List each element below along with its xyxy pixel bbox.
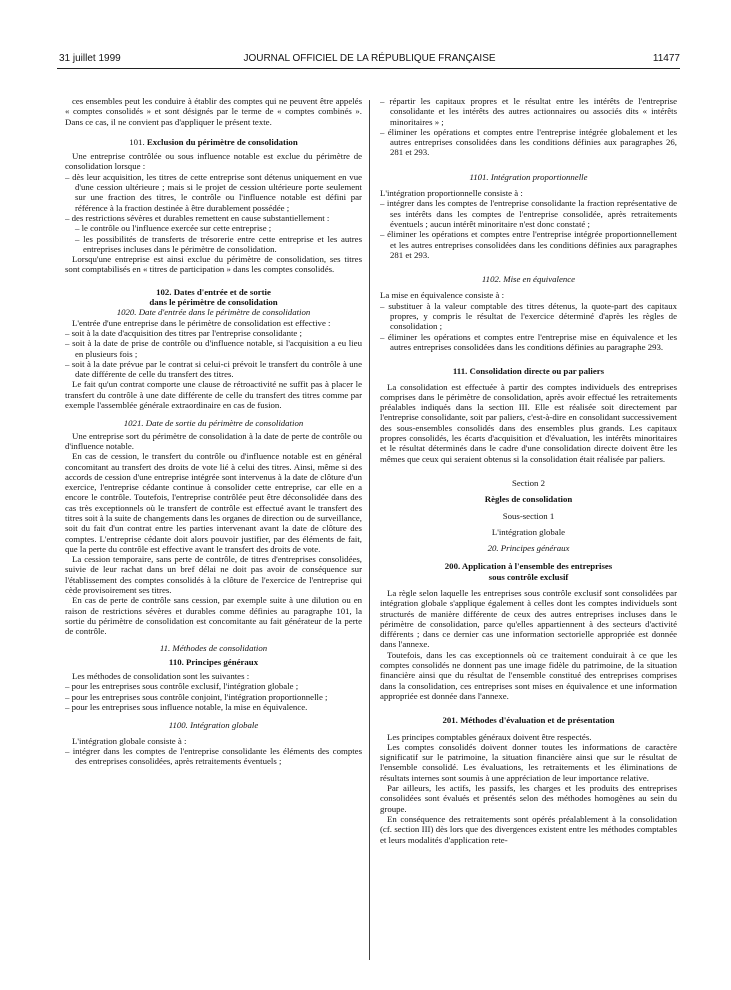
list-item: – soit à la date prévue par le contrat si celui-ci prévoit le transfert du contrôle à une date différente de celle du transfert des titres. [65,358,362,380]
header-page-number: 11477 [652,53,680,64]
list-item: – répartir les capitaux propres et le résultat entre les intérêts de l'entreprise consolidante et les intérêts des autres actionnaires ou associés dits « intérêts minoritaires » ; [380,96,677,127]
list-item: – pour les entreprises sous influence notable, la mise en équivalence. [65,702,308,713]
heading-200-line2: sous contrôle exclusif [488,571,569,582]
heading-102: 102. Dates d'entrée et de sortie [156,286,271,297]
header-rule [57,68,680,69]
list-item: – des restrictions sévères et durables remettent en cause substantiellement : [65,212,330,223]
list-item: – soit à la date de prise de contrôle ou d'influence notable, si l'acquisition a eu lieu en plusieurs fois ; [65,338,362,359]
paragraph: La règle selon laquelle les entreprises sous contrôle exclusif sont consolidées par intégration globale s'applique également à celles dont les comptes individuels sont structurés de manière différente de ceux des autres entreprises incluses dans le périmètre de consolidation, parce qu'elles appartiennent à des secteurs d'activité différents ; dans ce dernier cas une information sectorielle appropriée est donnée dans l'annexe. [380,587,677,650]
paragraph: La mise en équivalence consiste à : [380,290,505,301]
paragraph: Lorsqu'une entreprise est ainsi exclue du périmètre de consolidation, ses titres sont comptabilisés en « titres de participation » dans les comptes consolidés. [65,254,362,275]
heading-1100: 1100. Intégration globale [168,720,259,731]
header-date: 31 juillet 1999 [59,53,121,64]
heading-102-line2: dans le périmètre de consolidation [149,297,278,308]
list-item: – éliminer les opérations et comptes entre l'entreprise intégrée proportionnellement et les autres entreprises consolidées dans les conditions définies aux paragraphes 281 et 293. [380,229,677,260]
subsection-label: Sous-section 1 [502,510,555,521]
paragraph: Par ailleurs, les actifs, les passifs, les charges et les produits des entreprises consolidées sont évalués et présentés selon des méthodes homogènes au sein du groupe. [380,783,677,814]
paragraph: Une entreprise sort du périmètre de consolidation à la date de perte de contrôle ou d'influence notable. [65,430,362,451]
heading-200: 200. Application à l'ensemble des entreprises [444,561,613,572]
heading-1102: 1102. Mise en équivalence [481,274,576,285]
heading-111: 111. Consolidation directe ou par paliers [452,366,605,377]
list-item: – soit à la date d'acquisition des titres par l'entreprise consolidante ; [65,327,302,338]
left-column [65,96,362,966]
paragraph: Une entreprise contrôlée ou sous influence notable est exclue du périmètre de consolidation lorsque : [65,151,362,172]
subsection-title: L'intégration globale [491,526,566,537]
heading-title: Exclusion du périmètre de consolidation [146,136,298,147]
paragraph: L'intégration proportionnelle consiste à : [380,188,523,199]
list-item: – intégrer dans les comptes de l'entreprise consolidante les éléments des comptes des entreprises consolidées, après retraitements éventuels ; [65,745,362,767]
list-item: – intégrer dans les comptes de l'entreprise consolidante la fraction représentative de ses intérêts dans les comptes de l'entreprise consolidée, après retraitements éventuels ; aucun intérêt minoritaire n'est donc constaté ; [380,198,677,229]
section-title: Règles de consolidation [484,494,573,505]
paragraph: En conséquence des retraitements sont opérés préalablement à la consolidation (cf. section III) dès lors que des divergences existent entre les méthodes comptables et leurs modalités d'application rete- [380,813,677,845]
heading-101 [65,137,362,147]
heading-20: 20. Principes généraux [487,543,570,554]
paragraph: Les comptes consolidés doivent donner toutes les informations de caractère significatif sur le patrimoine, la situation financière ainsi que sur le résultat de l'ensemble consolidé. Les évaluations, les retraitements et les éliminations de résultats internes sont soumis à une appréciation de leur importance relative. [380,741,677,783]
list-item: – éliminer les opérations et comptes entre l'entreprise mise en équivalence et les autres entreprises consolidées dans les conditions définies au paragraphe 293. [380,331,677,352]
heading-number: 101. [129,136,145,147]
heading-1020: 1020. Date d'entrée dans le périmètre de consolidation [116,307,311,318]
list-item: – le contrôle ou l'influence exercée sur cette entreprise ; [75,223,272,234]
heading-110: 110. Principes généraux [168,656,259,667]
paragraph: La consolidation est effectuée à partir des comptes individuels des entreprises comprises dans le périmètre de consolidation, après avoir effectué les retraitements préalables indiqués dans la section III. Elle est réalisée soit directement par l'entreprise consolidante, soit par paliers, c'est-à-dire en consolidant successivement des sous-ensembles consolidés dans des ensembles plus grands. Les capitaux propres consolidés, les écarts d'acquisition et d'évaluation, les intérêts minoritaires et le résultat déterminés dans le cadre d'une consolidation directe doivent être les mêmes que ceux qui seraient obtenus si la consolidation était réalisée par paliers. [380,381,677,464]
list-item: – éliminer les opérations et comptes entre l'entreprise intégrée globalement et les autres entreprises consolidées dans les conditions définies aux paragraphes 26, 281 et 293. [380,126,677,158]
paragraph: En cas de cession, le transfert du contrôle ou d'influence notable est en général concomitant au transfert des droits de vote lié à celui des titres. Ainsi, même si des accords de cession d'une entreprise intégrée sont intervenus à la date de clôture d'un exercice, l'entreprise cédante continue à consolider cette entreprise, car elle en a encore le contrôle. Toutefois, l'entreprise contrôlée peut être déconsolidée dans des cas très exceptionnels où le transfert de contrôle est effectué avant le transfert des titres soit à la suite de changements dans les organes de direction ou de surveillance, soit du fait d'un contrat entre les parties intervenant avant la date de clôture des comptes. L'entreprise cédante doit alors pouvoir justifier, par des éléments de fait, que la perte du contrôle est effective avant le transfert des droits de vote. [65,451,362,554]
paragraph: En cas de perte de contrôle sans cession, par exemple suite à une dilution ou en raison de restrictions sévères et durables comme définies au paragraphe 101, la sortie du périmètre de consolidation est concomitante au fait générateur de la perte de contrôle. [65,595,362,637]
header-title: JOURNAL OFFICIEL DE LA RÉPUBLIQUE FRANÇAISE [243,53,496,64]
heading-1101: 1101. Intégration proportionnelle [469,171,588,182]
list-item: – pour les entreprises sous contrôle conjoint, l'intégration proportionnelle ; [65,691,328,702]
right-column [380,96,677,966]
paragraph: Les principes comptables généraux doivent être respectés. [387,731,592,742]
paragraph: Les méthodes de consolidation sont les suivantes : [72,671,250,682]
paragraph: Toutefois, dans les cas exceptionnels où ce traitement conduirait à ce que les comptes consolidés ne donnent pas une image fidèle du patrimoine, de la situation financière ainsi que du résultat de l'ensemble constitué des entreprises comprises dans la consolidation, ces entreprises sont mises en équivalence et une information appropriée est donnée dans l'annexe. [380,649,677,701]
heading-1021: 1021. Date de sortie du périmètre de consolidation [123,418,304,429]
column-divider [369,100,370,960]
page-header [59,53,680,67]
paragraph: La cession temporaire, sans perte de contrôle, de titres d'entreprises consolidées, suivie de leur rachat dans un bref délai ne doit pas avoir de conséquence sur l'établissement des comptes consolidés à la clôture de l'exercice de l'entreprise qui cède provisoirement ses titres. [65,554,362,596]
section-label: Section 2 [512,477,545,488]
heading-11: 11. Méthodes de consolidation [159,642,268,653]
list-item: – dès leur acquisition, les titres de cette entreprise sont détenus uniquement en vue d'une cession ultérieure ; mais si le projet de cession ultérieure porte seulement sur une fraction des titres, le contrôle ou l'influence notable est défini par référence à la fraction destinée à être durablement possédée ; [65,171,362,213]
paragraph: ces ensembles peut les conduire à établir des comptes qui ne peuvent être appelés « comptes consolidés » et sont désignés par le terme de « comptes combinés ». Dans ce cas, il ne convient pas d'appliquer le présent texte. [65,96,362,127]
paragraph: L'intégration globale consiste à : [72,735,187,746]
paragraph: L'entrée d'une entreprise dans le périmètre de consolidation est effective : [72,317,331,328]
list-item: – pour les entreprises sous contrôle exclusif, l'intégration globale ; [65,681,299,692]
list-item: – substituer à la valeur comptable des titres détenus, la quote-part des capitaux propres, y compris le résultat de l'exercice déterminé d'après les règles de consolidation ; [380,300,677,332]
heading-201: 201. Méthodes d'évaluation et de présentation [442,715,615,726]
list-item: – les possibilités de transferts de trésorerie entre cette entreprise et les autres entreprises incluses dans le périmètre de consolidation. [75,233,362,254]
paragraph: Le fait qu'un contrat comporte une clause de rétroactivité ne suffit pas à placer le transfert du contrôle à une date différente de celle du transfert des titres comme par exemple l'assemblée générale extraordinaire en cas de fusion. [65,379,362,411]
